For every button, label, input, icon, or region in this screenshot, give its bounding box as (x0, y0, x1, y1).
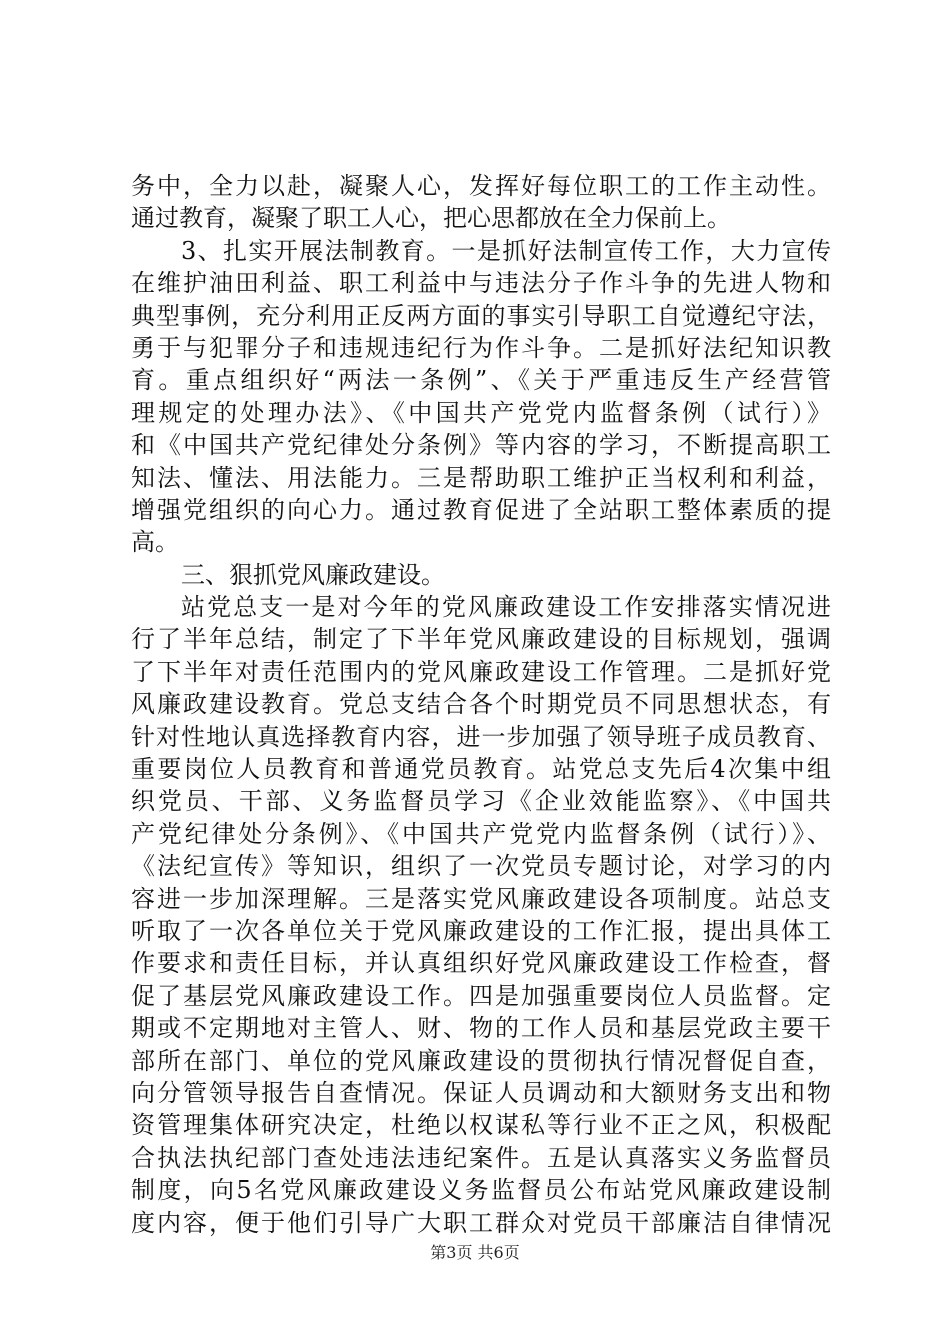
text-line: 听取了一次各单位关于党风廉政建设的工作汇报，提出具体工 (131, 916, 831, 945)
text-line: 部所在部门、单位的党风廉政建设的贯彻执行情况督促自查， (131, 1046, 831, 1075)
text-line: 针对性地认真选择教育内容，进一步加强了领导班子成员教育、 (131, 722, 831, 751)
text-line: 期或不定期地对主管人、财、物的工作人员和基层党政主要干 (131, 1014, 831, 1043)
text-line: 度内容，便于他们引导广大职工群众对党员干部廉洁自律情况 (131, 1208, 831, 1237)
text-line: 站党总支一是对今年的党风廉政建设工作安排落实情况进 (181, 593, 831, 622)
text-line: 促了基层党风廉政建设工作。四是加强重要岗位人员监督。定 (131, 981, 831, 1010)
text-line: 了下半年对责任范围内的党风廉政建设工作管理。二是抓好党 (131, 657, 831, 686)
text-line: 风廉政建设教育。党总支结合各个时期党员不同思想状态，有 (131, 690, 831, 719)
text-line: 《法纪宣传》等知识，组织了一次党员专题讨论，对学习的内 (131, 852, 831, 881)
text-line: 制度，向5名党风廉政建设义务监督员公布站党风廉政建设制 (131, 1176, 831, 1205)
text-line: 3、扎实开展法制教育。一是抓好法制宣传工作，大力宣传 (181, 236, 831, 265)
text-line: 行了半年总结，制定了下半年党风廉政建设的目标规划，强调 (131, 625, 831, 654)
text-line: 育。重点组织好“两法一条例”、《关于严重违反生产经营管 (131, 366, 831, 395)
page-number-footer: 第3页 共6页 (430, 1243, 520, 1262)
text-line: 三、狠抓党风廉政建设。 (181, 560, 445, 589)
text-line: 资管理集体研究决定，杜绝以权谋私等行业不正之风，积极配 (131, 1111, 831, 1140)
text-line: 容进一步加深理解。三是落实党风廉政建设各项制度。站总支 (131, 884, 831, 913)
text-line: 向分管领导报告自查情况。保证人员调动和大额财务支出和物 (131, 1078, 831, 1107)
text-line: 勇于与犯罪分子和违规违纪行为作斗争。二是抓好法纪知识教 (131, 333, 831, 362)
text-line: 作要求和责任目标，并认真组织好党风廉政建设工作检查，督 (131, 949, 831, 978)
text-line: 产党纪律处分条例》、《中国共产党党内监督条例（试行）》、 (131, 819, 831, 848)
text-line: 务中，全力以赴，凝聚人心，发挥好每位职工的工作主动性。 (131, 172, 831, 200)
text-line: 理规定的处理办法》、《中国共产党党内监督条例（试行）》 (131, 398, 831, 427)
text-line: 通过教育，凝聚了职工人心，把心思都放在全力保前上。 (131, 204, 731, 233)
text-line: 增强党组织的向心力。通过教育促进了全站职工整体素质的提 (131, 495, 831, 524)
text-line: 重要岗位人员教育和普通党员教育。站党总支先后4次集中组 (131, 755, 831, 784)
text-line: 织党员、干部、义务监督员学习《企业效能监察》、《中国共 (131, 787, 831, 816)
text-line: 合执法执纪部门查处违法违纪案件。五是认真落实义务监督员 (131, 1143, 831, 1172)
document-body (131, 170, 831, 1239)
text-line: 在维护油田利益、职工利益中与违法分子作斗争的先进人物和 (131, 269, 831, 298)
text-line: 知法、懂法、用法能力。三是帮助职工维护正当权利和利益， (131, 463, 831, 492)
text-line: 和《中国共产党纪律处分条例》等内容的学习，不断提高职工 (131, 431, 831, 460)
text-line: 典型事例，充分利用正反两方面的事实引导职工自觉遵纪守法， (131, 301, 831, 330)
text-line: 高。 (131, 528, 179, 557)
